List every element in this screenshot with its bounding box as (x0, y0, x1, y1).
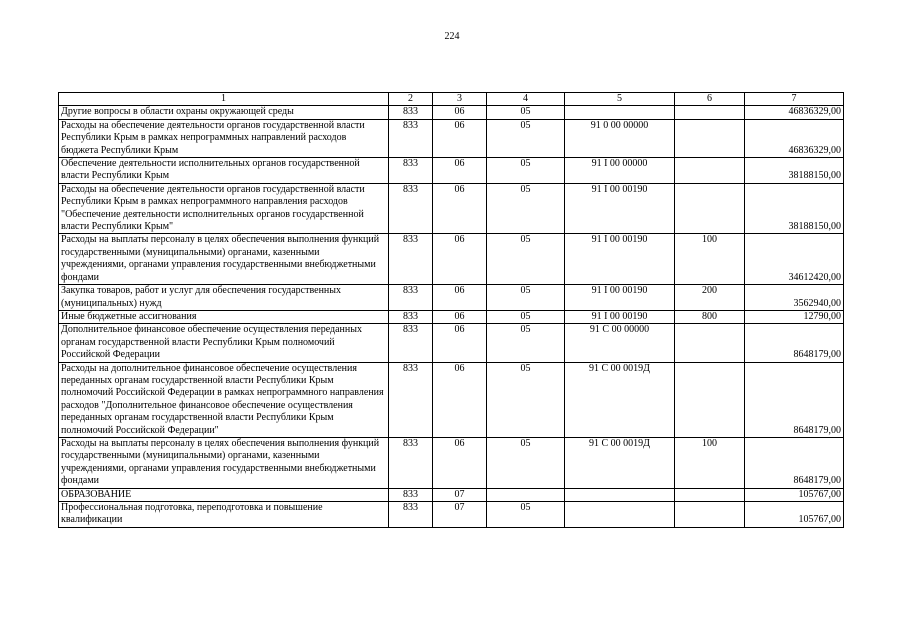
row-code3-cell: 06 (433, 437, 487, 488)
page-number: 224 (444, 31, 460, 42)
row-code5-cell: 91 I 00 00190 (565, 285, 675, 311)
row-code4-cell: 05 (487, 437, 565, 488)
row-sum-cell: 105767,00 (745, 502, 844, 528)
row-sum-cell: 3562940,00 (745, 285, 844, 311)
row-code2-cell: 833 (389, 106, 433, 119)
row-name-cell: Закупка товаров, работ и услуг для обеспечения государственных (муниципальных) нужд (59, 285, 389, 311)
row-code6-cell: 200 (675, 285, 745, 311)
row-code5-cell: 91 0 00 00000 (565, 119, 675, 157)
row-code4-cell: 05 (487, 362, 565, 437)
column-header: 4 (487, 93, 565, 106)
row-sum-cell: 38188150,00 (745, 183, 844, 234)
table-row (59, 324, 844, 362)
budget-table (58, 92, 844, 528)
row-code3-cell: 06 (433, 234, 487, 285)
row-code6-cell: 100 (675, 234, 745, 285)
row-code6-cell (675, 362, 745, 437)
row-code4-cell: 05 (487, 234, 565, 285)
row-code6-cell: 100 (675, 437, 745, 488)
table-row (59, 502, 844, 528)
row-code2-cell: 833 (389, 437, 433, 488)
row-name-cell: Расходы на выплаты персоналу в целях обеспечения выполнения функций государственными (муниципальными) органами, казенными учреждениями, органами управления государственными внебюджетными фондами (59, 234, 389, 285)
table-row (59, 183, 844, 234)
column-header: 5 (565, 93, 675, 106)
row-code2-cell: 833 (389, 362, 433, 437)
row-code2-cell: 833 (389, 285, 433, 311)
table-header-row (59, 93, 844, 106)
row-sum-cell: 46836329,00 (745, 119, 844, 157)
row-name-cell: ОБРАЗОВАНИЕ (59, 488, 389, 501)
row-code3-cell: 07 (433, 488, 487, 501)
table-row (59, 119, 844, 157)
row-code4-cell: 05 (487, 183, 565, 234)
row-name-cell: Расходы на обеспечение деятельности органов государственной власти Республики Крым в рамках непрограммных направлений расходов бюджета Республики Крым (59, 119, 389, 157)
row-code5-cell: 91 I 00 00190 (565, 310, 675, 323)
row-code2-cell: 833 (389, 183, 433, 234)
table-row (59, 234, 844, 285)
table-row (59, 362, 844, 437)
row-code5-cell: 91 С 00 0019Д (565, 362, 675, 437)
row-code6-cell (675, 183, 745, 234)
row-code6-cell (675, 502, 745, 528)
row-name-cell: Иные бюджетные ассигнования (59, 310, 389, 323)
row-sum-cell: 8648179,00 (745, 324, 844, 362)
row-sum-cell: 8648179,00 (745, 362, 844, 437)
row-code4-cell: 05 (487, 285, 565, 311)
row-code2-cell: 833 (389, 502, 433, 528)
row-name-cell: Расходы на обеспечение деятельности органов государственной власти Республики Крым в рамках непрограммного направления расходов "Обеспечение деятельности исполнительных органов государственной власти Республики Крым" (59, 183, 389, 234)
row-sum-cell: 38188150,00 (745, 158, 844, 184)
row-name-cell: Профессиональная подготовка, переподготовка и повышение квалификации (59, 502, 389, 528)
row-code2-cell: 833 (389, 119, 433, 157)
row-code4-cell: 05 (487, 324, 565, 362)
row-code2-cell: 833 (389, 310, 433, 323)
column-header: 1 (59, 93, 389, 106)
column-header: 6 (675, 93, 745, 106)
row-code2-cell: 833 (389, 488, 433, 501)
row-sum-cell: 46836329,00 (745, 106, 844, 119)
row-code3-cell: 06 (433, 324, 487, 362)
column-header: 2 (389, 93, 433, 106)
row-code6-cell (675, 324, 745, 362)
row-code4-cell: 05 (487, 158, 565, 184)
row-name-cell: Дополнительное финансовое обеспечение осуществления переданных органам государственной власти Республики Крым полномочий Российской Федерации (59, 324, 389, 362)
row-code5-cell (565, 502, 675, 528)
row-code5-cell: 91 С 00 0019Д (565, 437, 675, 488)
row-name-cell: Расходы на выплаты персоналу в целях обеспечения выполнения функций государственными (муниципальными) органами, казенными учреждениями, органами управления государственными внебюджетными фондами (59, 437, 389, 488)
column-header: 7 (745, 93, 844, 106)
row-code6-cell: 800 (675, 310, 745, 323)
row-code3-cell: 06 (433, 119, 487, 157)
row-sum-cell: 34612420,00 (745, 234, 844, 285)
row-code3-cell: 07 (433, 502, 487, 528)
table-row (59, 310, 844, 323)
row-name-cell: Расходы на дополнительное финансовое обеспечение осуществления переданных органам государственной власти Республики Крым полномочий Российской Федерации в рамках непрограммного направления расходов "Дополнительное финансовое обеспечение осуществления переданных органам государственной власти Республики Крым полномочий Российской Федерации" (59, 362, 389, 437)
row-sum-cell: 8648179,00 (745, 437, 844, 488)
row-code6-cell (675, 119, 745, 157)
row-code5-cell: 91 I 00 00190 (565, 183, 675, 234)
row-sum-cell: 12790,00 (745, 310, 844, 323)
row-code5-cell: 91 С 00 00000 (565, 324, 675, 362)
row-code3-cell: 06 (433, 310, 487, 323)
row-code4-cell: 05 (487, 106, 565, 119)
row-name-cell: Обеспечение деятельности исполнительных органов государственной власти Республики Крым (59, 158, 389, 184)
row-code3-cell: 06 (433, 183, 487, 234)
row-code4-cell: 05 (487, 502, 565, 528)
table-row (59, 158, 844, 184)
table-row (59, 488, 844, 501)
column-header: 3 (433, 93, 487, 106)
row-name-cell: Другие вопросы в области охраны окружающей среды (59, 106, 389, 119)
row-sum-cell: 105767,00 (745, 488, 844, 501)
row-code2-cell: 833 (389, 158, 433, 184)
row-code3-cell: 06 (433, 285, 487, 311)
row-code5-cell (565, 106, 675, 119)
row-code6-cell (675, 488, 745, 501)
table-row (59, 106, 844, 119)
row-code6-cell (675, 106, 745, 119)
row-code2-cell: 833 (389, 234, 433, 285)
row-code4-cell: 05 (487, 310, 565, 323)
row-code5-cell: 91 I 00 00000 (565, 158, 675, 184)
row-code5-cell (565, 488, 675, 501)
row-code3-cell: 06 (433, 106, 487, 119)
table-row (59, 437, 844, 488)
row-code5-cell: 91 I 00 00190 (565, 234, 675, 285)
row-code3-cell: 06 (433, 362, 487, 437)
table-row (59, 285, 844, 311)
row-code3-cell: 06 (433, 158, 487, 184)
row-code6-cell (675, 158, 745, 184)
row-code4-cell: 05 (487, 119, 565, 157)
row-code2-cell: 833 (389, 324, 433, 362)
row-code4-cell (487, 488, 565, 501)
